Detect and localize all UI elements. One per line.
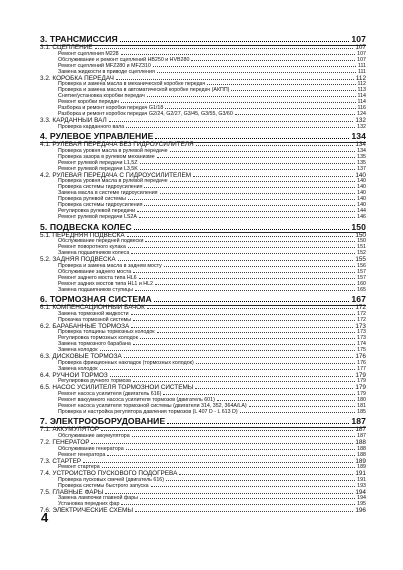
dot-leader — [179, 474, 353, 475]
dot-leader — [155, 138, 349, 139]
dot-leader — [164, 266, 355, 267]
entry-page-number: 173 — [357, 329, 366, 336]
entry-page-number: 140 — [357, 196, 366, 203]
entry-page-number: 134 — [355, 141, 366, 149]
entry-title: Ремонт заднего моста типа HL6 — [58, 274, 137, 281]
dot-leader — [217, 400, 355, 401]
entry-page-number: 165 — [357, 286, 366, 293]
entry-title: 6. ТОРМОЗНАЯ СИСТЕМА — [40, 294, 152, 305]
entry-page-number: 114 — [357, 99, 366, 106]
dot-leader — [167, 423, 349, 424]
entry-title: 3.3. КАРДАННЫЙ ВАЛ — [40, 117, 107, 125]
entry-title: Ремонт рулевой передачи LS2A — [58, 214, 137, 221]
entry-title: Проверка и настройка регулятора давления тормозов (L 407 D - L 613 D) — [58, 409, 238, 415]
dot-leader — [140, 163, 356, 164]
entry-title: Проверка системы быстрого запуска — [58, 482, 149, 489]
entry-title: 4. РУЛЕВОЕ УПРАВЛЕНИЕ — [40, 131, 154, 142]
entry-title: Обслуживание аккумулятора — [58, 432, 130, 439]
dot-leader — [160, 193, 356, 194]
dot-leader — [157, 332, 356, 333]
entry-title: Замена жидкости в приводе сцепления — [58, 68, 155, 75]
entry-page-number: 194 — [355, 488, 366, 496]
entry-title: Ремонт насоса усилителя (двигатель 616) — [58, 391, 162, 397]
entry-title: Обслуживание и ремонт сцеплений HB250 и HVB280 — [58, 56, 190, 63]
entry-page-number: 176 — [355, 353, 366, 361]
dot-leader — [83, 462, 353, 463]
dot-leader — [132, 436, 355, 437]
entry-title: Замена тормозной жидкости — [58, 310, 129, 317]
entry-page-number: 134 — [357, 147, 366, 154]
dot-leader — [135, 511, 353, 512]
entry-title: Замена лампочки главной фары — [58, 495, 138, 502]
entry-title: Обслуживание генератора — [58, 445, 124, 452]
toc-entry — [58, 409, 366, 415]
dot-leader — [102, 467, 356, 468]
entry-title: Проверка системы гидроусиления — [58, 202, 143, 209]
entry-title: Проверка и замена масла в механической коробке передач — [58, 81, 206, 88]
entry-title: 7.2. ГЕНЕРАТОР — [40, 438, 90, 446]
entry-page-number: 167 — [351, 294, 366, 305]
entry-page-number: 191 — [357, 476, 366, 483]
toc-entry — [58, 214, 366, 220]
entry-page-number: 177 — [357, 365, 366, 372]
entry-title: Проверка фрикционных накладок (тормозных колодок) — [58, 359, 194, 366]
entry-page-number: 175 — [357, 347, 366, 354]
entry-page-number: 157 — [357, 274, 366, 281]
dot-leader — [170, 151, 356, 152]
dot-leader — [128, 247, 355, 248]
entry-page-number: 155 — [355, 256, 366, 264]
entry-title: 7.5. ГЛАВНЫЕ ФАРЫ — [40, 488, 104, 496]
dot-leader — [195, 388, 353, 389]
entry-page-number: 152 — [357, 250, 366, 257]
dot-leader — [134, 229, 350, 230]
entry-page-number: 140 — [357, 190, 366, 197]
entry-title: Ремонт коробки передач — [58, 99, 119, 106]
entry-title: Разборка и ремонт коробки передач G1/18 — [58, 105, 164, 112]
entry-title: Замена тормозного барабана — [58, 341, 131, 348]
entry-page-number: 176 — [357, 359, 366, 366]
entry-title: 6.4. РУЧНОЙ ТОРМОЗ — [40, 371, 108, 379]
entry-page-number: 135 — [357, 159, 366, 166]
entry-page-number: 140 — [355, 171, 366, 179]
dot-leader — [144, 187, 355, 188]
dot-leader — [116, 79, 354, 80]
dot-leader — [131, 327, 353, 328]
dot-leader — [121, 102, 356, 103]
dot-leader — [140, 338, 355, 339]
dot-leader — [166, 480, 355, 481]
entry-title: Ремонт задних мостов типа HL1 и HL2 — [58, 280, 153, 287]
entry-title: Ремонт поворотного кулака — [58, 244, 126, 251]
entry-title: Обслуживание передней подвески — [58, 238, 144, 245]
dot-leader — [105, 493, 353, 494]
dot-leader — [95, 48, 354, 49]
entry-page-number: 189 — [357, 464, 366, 471]
dot-leader — [139, 217, 355, 218]
entry-title: Замена подшипников ступицы — [58, 286, 133, 293]
entry-title: Снятие/установка коробки передач — [58, 93, 145, 100]
entry-title: Проверка системы гидроусиления — [58, 184, 143, 191]
entry-page-number: 114 — [357, 93, 366, 100]
dot-leader — [91, 443, 353, 444]
dot-leader — [140, 169, 355, 170]
entry-title: Ремонт генератора — [58, 451, 106, 458]
dot-leader — [110, 376, 354, 377]
dot-leader — [131, 253, 355, 254]
entry-page-number: 140 — [357, 184, 366, 191]
dot-leader — [121, 54, 356, 55]
entry-page-number: 113 — [357, 87, 366, 94]
entry-title: 3.1. СЦЕПЛЕНИЕ — [40, 44, 93, 52]
dot-leader — [151, 486, 356, 487]
chapter-heading — [40, 222, 366, 232]
entry-title: Проверка пусковых свечей (двигатель 616) — [58, 476, 165, 483]
entry-page-number: 188 — [355, 438, 366, 446]
entry-title: 3.2. КОРОБКА ПЕРЕДАЧ — [40, 74, 114, 82]
entry-page-number: 112 — [355, 74, 366, 82]
dot-leader — [191, 60, 355, 61]
entry-title: Ремонт рулевой передачи L1,5Z — [58, 159, 138, 166]
dot-leader — [140, 498, 355, 499]
dot-leader — [157, 72, 356, 73]
entry-title: Обслуживание заднего моста — [58, 268, 132, 275]
entry-title: Регулировка рулевой передачи — [58, 208, 136, 215]
dot-leader — [163, 394, 355, 395]
entry-page-number: 172 — [357, 316, 366, 323]
toc-entry — [58, 124, 366, 130]
entry-title: Проверка рулевой системы — [58, 196, 126, 203]
entry-page-number: 137 — [357, 165, 366, 172]
entry-page-number: 195 — [357, 501, 366, 508]
entry-page-number: 179 — [357, 391, 366, 397]
entry-page-number: 134 — [351, 131, 366, 142]
dot-leader — [131, 314, 356, 315]
entry-title: Проверка уровня масла в рулевой передаче — [58, 178, 168, 185]
entry-title: Замена колодок — [58, 365, 98, 372]
entry-title: 5.2. ЗАДНЯЯ ПОДВЕСКА — [40, 256, 116, 264]
entry-page-number: 111 — [357, 68, 366, 75]
section-heading — [40, 507, 366, 514]
dot-leader — [133, 381, 355, 382]
dot-leader — [196, 363, 355, 364]
entry-page-number: 189 — [355, 457, 366, 465]
dot-leader — [153, 66, 356, 67]
dot-leader — [147, 308, 353, 309]
entry-page-number: 107 — [357, 50, 366, 57]
entry-page-number: 180 — [357, 397, 366, 403]
dot-leader — [144, 205, 355, 206]
entry-title: 3. ТРАНСМИССИЯ — [40, 34, 118, 44]
entry-page-number: 107 — [355, 44, 366, 52]
dot-leader — [157, 157, 356, 158]
entry-title: Регулировка ручного тормоза — [58, 378, 131, 385]
dot-leader — [196, 145, 354, 146]
dot-leader — [193, 176, 353, 177]
dot-leader — [127, 236, 354, 237]
chapter-heading — [40, 294, 366, 304]
dot-leader — [133, 320, 355, 321]
entry-page-number: 187 — [357, 432, 366, 439]
entry-title: Установка передних фар — [58, 501, 120, 508]
dot-leader — [109, 121, 354, 122]
entry-page-number: 179 — [357, 378, 366, 385]
dot-leader — [133, 344, 355, 345]
entry-title: 7. ЭЛЕКТРООБОРУДОВАНИЕ — [40, 416, 166, 427]
entry-title: Ремонт рулевой передачи L3,5K — [58, 165, 138, 172]
entry-title: Проверка уровня масла в рулевой передаче — [58, 147, 168, 154]
entry-page-number: 107 — [357, 56, 366, 63]
entry-title: Ремонт насоса усилителя тормозной системы (двигатели 314, 352, 364А/LA) — [58, 403, 247, 409]
dot-leader — [126, 449, 355, 450]
entry-title: Замена подшипников колеса — [58, 250, 130, 257]
page-number: 4 — [41, 510, 49, 525]
entry-title: Замена масла в системе гидроусиления — [58, 190, 158, 197]
dot-leader — [147, 96, 356, 97]
entry-page-number: 196 — [355, 507, 366, 515]
entry-page-number: 132 — [357, 123, 366, 130]
chapter-heading — [40, 34, 366, 44]
dot-leader — [128, 199, 355, 200]
entry-title: Проверка толщины тормозных колодок — [58, 329, 155, 336]
entry-title: 4.1. РУЛЕВАЯ ПЕРЕДАЧА БЕЗ ГИДРОУСИЛИТЕЛЯ — [40, 141, 194, 149]
entry-page-number: 135 — [357, 153, 366, 160]
entry-title: 5.1. ПЕРЕДНЯЯ ПОДВЕСКА — [40, 231, 125, 239]
entry-page-number: 181 — [357, 403, 366, 409]
entry-page-number: 187 — [355, 426, 366, 434]
entry-page-number: 179 — [355, 371, 366, 379]
entry-page-number: 172 — [357, 310, 366, 317]
entry-page-number: 124 — [357, 111, 366, 118]
dot-leader — [135, 290, 355, 291]
entry-page-number: 188 — [357, 445, 366, 452]
dot-leader — [124, 357, 354, 358]
entry-page-number: 132 — [355, 117, 366, 125]
entry-title: Ремонт сцепления M228 — [58, 50, 119, 57]
entry-page-number: 156 — [357, 262, 366, 269]
entry-title: Проверка зазора в рулевом механизме — [58, 153, 155, 160]
entry-title: 7.1. АККУМУЛЯТОР — [40, 426, 100, 434]
dot-leader — [107, 455, 355, 456]
entry-title: 6.1. КОМПЕНСАЦИОННЫЙ БАЧОК — [40, 304, 145, 312]
dot-leader — [207, 84, 355, 85]
entry-title: Разборка и ремонт коробок передач G2/24, G2/27, G3/45, G3/55, G3/60 — [58, 111, 233, 118]
entry-title: Ремонт стартера — [58, 464, 100, 471]
dot-leader — [118, 260, 354, 261]
entry-title: 7.3. СТАРТЕР — [40, 457, 82, 465]
entry-page-number: 140 — [357, 178, 366, 185]
dot-leader — [249, 406, 356, 407]
entry-page-number: 191 — [355, 470, 366, 478]
entry-page-number: 144 — [357, 208, 366, 215]
entry-title: Проверка и замена масла в автоматической коробке передач (АКПП) — [58, 87, 230, 94]
dot-leader — [154, 301, 350, 302]
entry-page-number: 150 — [355, 231, 366, 239]
dot-leader — [235, 114, 355, 115]
dot-leader — [137, 211, 355, 212]
dot-leader — [126, 127, 355, 128]
dot-leader — [139, 278, 356, 279]
entry-title: Проверка и замена масла в заднем мосту — [58, 262, 162, 269]
entry-page-number: 107 — [351, 34, 366, 44]
entry-page-number: 150 — [357, 238, 366, 245]
dot-leader — [133, 272, 355, 273]
entry-page-number: 173 — [357, 335, 366, 342]
entry-title: 6.2. БАРАБАННЫЕ ТОРМОЗА — [40, 322, 130, 330]
entry-page-number: 116 — [357, 105, 366, 112]
entry-page-number: 187 — [351, 416, 366, 427]
dot-leader — [100, 350, 356, 351]
entry-title: 5. ПОДВЕСКА КОЛЕС — [40, 221, 132, 232]
dot-leader — [121, 504, 355, 505]
entry-page-number: 140 — [357, 202, 366, 209]
entry-page-number: 151 — [357, 244, 366, 251]
entry-title: Ремонт вакуумного насоса усилителя тормозов (двигатель 601) — [58, 397, 215, 403]
chapter-heading — [40, 131, 366, 141]
entry-page-number: 185 — [357, 409, 366, 415]
toc-entry — [58, 287, 366, 293]
entry-title: 4.2. РУЛЕВАЯ ПЕРЕДАЧА С ГИДРОУСИЛИТЕЛЕМ — [40, 171, 192, 179]
dot-leader — [120, 41, 350, 42]
dot-leader — [170, 181, 356, 182]
entry-page-number: 157 — [357, 268, 366, 275]
entry-page-number: 174 — [357, 341, 366, 348]
entry-title: Ремонт сцеплений MFZ280 и MFZ310 — [58, 62, 151, 69]
entry-title: 6.5. НАСОС УСИЛИТЕЛЯ ТОРМОЗНОЙ СИСТЕМЫ — [40, 384, 194, 392]
entry-page-number: 150 — [351, 221, 366, 232]
entry-title: Регулировка тормозных колодок — [58, 335, 138, 342]
entry-title: Прокачка тормозной системы — [58, 316, 132, 323]
entry-title: 7.6. ЭЛЕКТРИЧЕСКИЕ СХЕМЫ — [40, 507, 134, 515]
entry-title: Замена колодок — [58, 347, 98, 354]
entry-page-number: 111 — [357, 62, 366, 69]
entry-page-number: 160 — [357, 280, 366, 287]
entry-page-number: 193 — [357, 482, 366, 489]
dot-leader — [145, 241, 355, 242]
dot-leader — [165, 108, 355, 109]
entry-page-number: 188 — [357, 451, 366, 458]
entry-page-number: 172 — [355, 304, 366, 312]
entry-title: 7.4. УСТРОЙСТВО ПУСКОВОГО ПОДОГРЕВА — [40, 470, 178, 478]
entry-page-number: 194 — [357, 495, 366, 502]
entry-title: 6.3. ДИСКОВЫЕ ТОРМОЗА — [40, 353, 122, 361]
entry-page-number: 173 — [355, 322, 366, 330]
entry-title: Проверка карданного вала — [58, 123, 125, 130]
dot-leader — [101, 430, 353, 431]
entry-page-number: 146 — [357, 214, 366, 221]
chapter-heading — [40, 416, 366, 426]
entry-page-number: 179 — [355, 384, 366, 392]
entry-page-number: 112 — [357, 81, 366, 88]
dot-leader — [240, 412, 356, 413]
dot-leader — [100, 369, 356, 370]
dot-leader — [155, 284, 355, 285]
dot-leader — [231, 90, 355, 91]
